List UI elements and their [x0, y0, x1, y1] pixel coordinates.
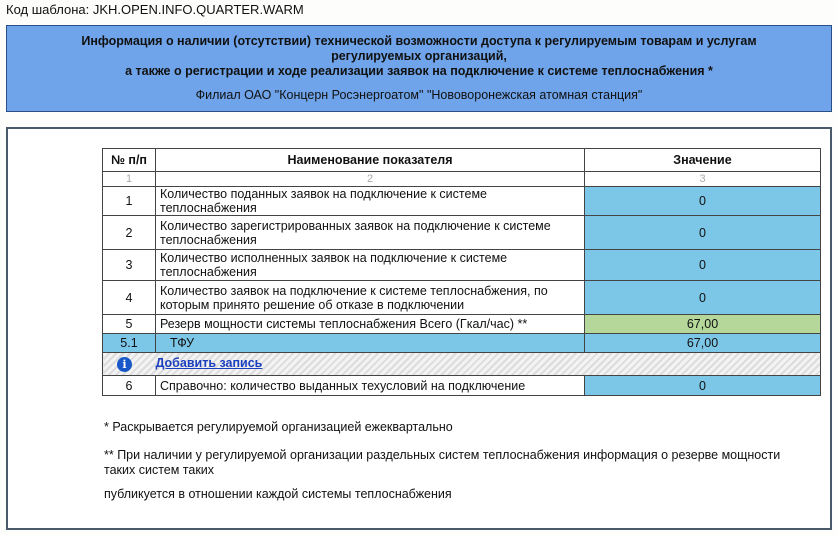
table-row: [103, 334, 821, 353]
row-value[interactable]: 0: [585, 281, 821, 315]
row-name: Количество заявок на подключение к системе теплоснабжения, по которым принято решение об отказе в подключении: [156, 281, 585, 315]
row-name: Количество исполненных заявок на подключение к системе теплоснабжения: [156, 250, 585, 281]
column-number: 2: [156, 172, 585, 187]
col-header-value: Значение: [585, 149, 821, 172]
report-header: [6, 25, 832, 112]
column-number: 3: [585, 172, 821, 187]
row-num: 2: [103, 216, 156, 250]
row-name: Справочно: количество выданных техусловий на подключение: [156, 376, 585, 396]
row-num: 1: [103, 187, 156, 216]
row-value[interactable]: 0: [585, 376, 821, 396]
row-num: 4: [103, 281, 156, 315]
table-row: [103, 187, 821, 216]
row-value[interactable]: 0: [585, 250, 821, 281]
table-row: [103, 376, 821, 396]
add-record-link[interactable]: Добавить запись: [155, 356, 263, 371]
info-icon[interactable]: i: [117, 357, 132, 372]
table-row: [103, 315, 821, 334]
row-value: 67,00: [585, 315, 821, 334]
col-header-num: № п/п: [103, 149, 156, 172]
row-name: Количество поданных заявок на подключение к системе теплоснабжения: [156, 187, 585, 216]
indicators-table: [102, 148, 821, 396]
row-num: 3: [103, 250, 156, 281]
row-name[interactable]: ТФУ: [156, 334, 585, 353]
row-num: 6: [103, 376, 156, 396]
column-numbers-row: [103, 172, 821, 187]
organization-name: Филиал ОАО "Концерн Росэнергоатом" "Нововоронежская атомная станция": [195, 88, 643, 102]
table-row: [103, 250, 821, 281]
row-value[interactable]: 0: [585, 187, 821, 216]
footnote-3: публикуется в отношении каждой системы теплоснабжения: [104, 487, 452, 501]
table-row: [103, 281, 821, 315]
table-row: [103, 216, 821, 250]
col-header-name: Наименование показателя: [156, 149, 585, 172]
row-value[interactable]: 67,00: [585, 334, 821, 353]
template-code: Код шаблона: JKH.OPEN.INFO.QUARTER.WARM: [6, 2, 304, 17]
row-name: Резерв мощности системы теплоснабжения Всего (Гкал/час) **: [156, 315, 585, 334]
row-name: Количество зарегистрированных заявок на подключение к системе теплоснабжения: [156, 216, 585, 250]
row-value[interactable]: 0: [585, 216, 821, 250]
add-record-row: [103, 353, 821, 376]
column-number: 1: [103, 172, 156, 187]
report-title: Информация о наличии (отсутствии) технической возможности доступа к регулируемым товарам и услугам регулируемых организаций, а также о регистрации и ходе реализации заявок на подключение к системе теплоснабжения *: [81, 34, 757, 78]
footnote-1: * Раскрывается регулируемой организацией ежеквартально: [104, 420, 453, 434]
footnote-2: ** При наличии у регулируемой организации раздельных систем теплоснабжения информация о резерве мощности таких систем таких: [104, 448, 781, 477]
row-num: 5.1: [103, 334, 156, 353]
row-num: 5: [103, 315, 156, 334]
